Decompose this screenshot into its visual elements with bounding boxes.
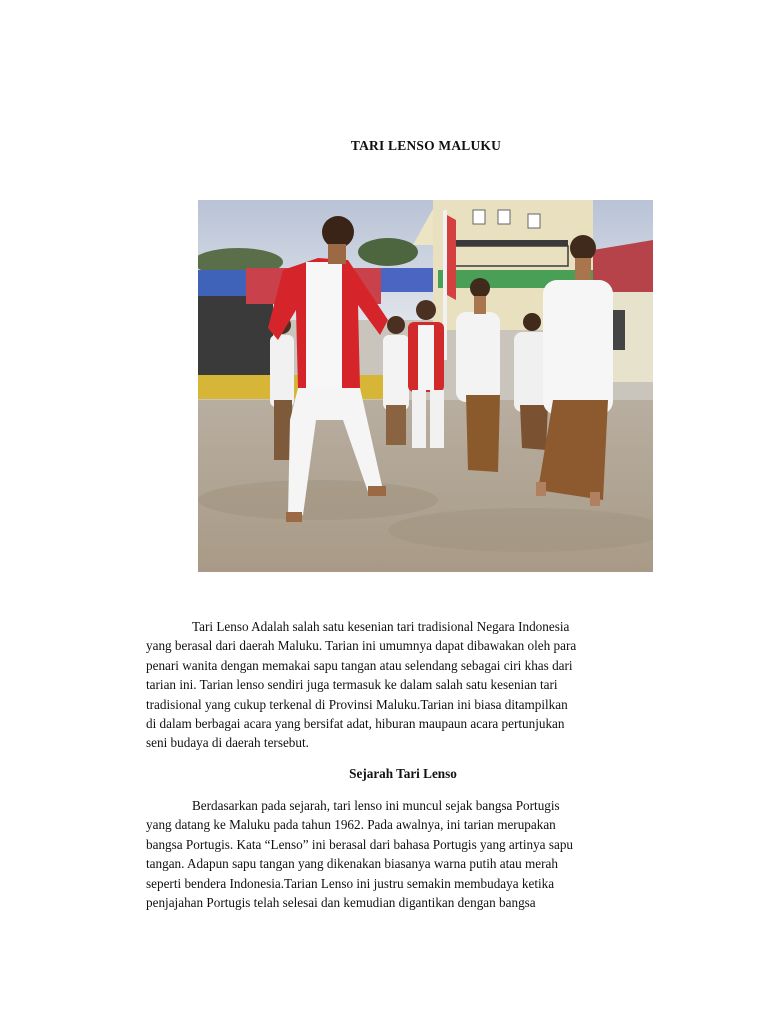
paragraph-line: penari wanita dengan memakai sapu tangan atau selendang sebagai ciri khas dari (146, 657, 573, 673)
paragraph-line: di dalam berbagai acara yang bersifat adat, hiburan maupaun acara pertunjukan (146, 716, 565, 732)
paragraph-line: tradisional yang cukup terkenal di Provinsi Maluku.Tarian ini biasa ditampilkan (146, 696, 568, 712)
paragraph-line: bangsa Portugis. Kata “Lenso” ini berasal dari bahasa Portugis yang artinya sapu (146, 836, 574, 852)
paragraph-line: Berdasarkan pada sejarah, tari lenso ini muncul sejak bangsa Portugis (192, 798, 560, 813)
section-heading: Sejarah Tari Lenso (349, 766, 457, 781)
intro-paragraph (146, 617, 666, 753)
paragraph-line: tarian ini. Tarian lenso sendiri juga termasuk ke dalam salah satu kesenian tari (146, 677, 558, 693)
paragraph-line: yang berasal dari daerah Maluku. Tarian ini umumnya dapat dibawakan oleh para (146, 638, 577, 654)
history-paragraph (146, 796, 666, 912)
paragraph-line: seni budaya di daerah tersebut. (146, 735, 309, 751)
paragraph-line: Tari Lenso Adalah salah satu kesenian tari tradisional Negara Indonesia (192, 619, 570, 634)
document-title: TARI LENSO MALUKU (350, 138, 502, 153)
paragraph-line: yang datang ke Maluku pada tahun 1962. Pada awalnya, ini tarian merupakan (146, 817, 556, 833)
dance-photo (198, 200, 653, 572)
paragraph-line: tangan. Adapun sapu tangan yang dikenakan biasanya warna putih atau merah (146, 856, 558, 872)
paragraph-line: penjajahan Portugis telah selesai dan kemudian digantikan dengan bangsa (146, 895, 536, 911)
paragraph-line: seperti bendera Indonesia.Tarian Lenso ini justru semakin membudaya ketika (146, 875, 555, 891)
